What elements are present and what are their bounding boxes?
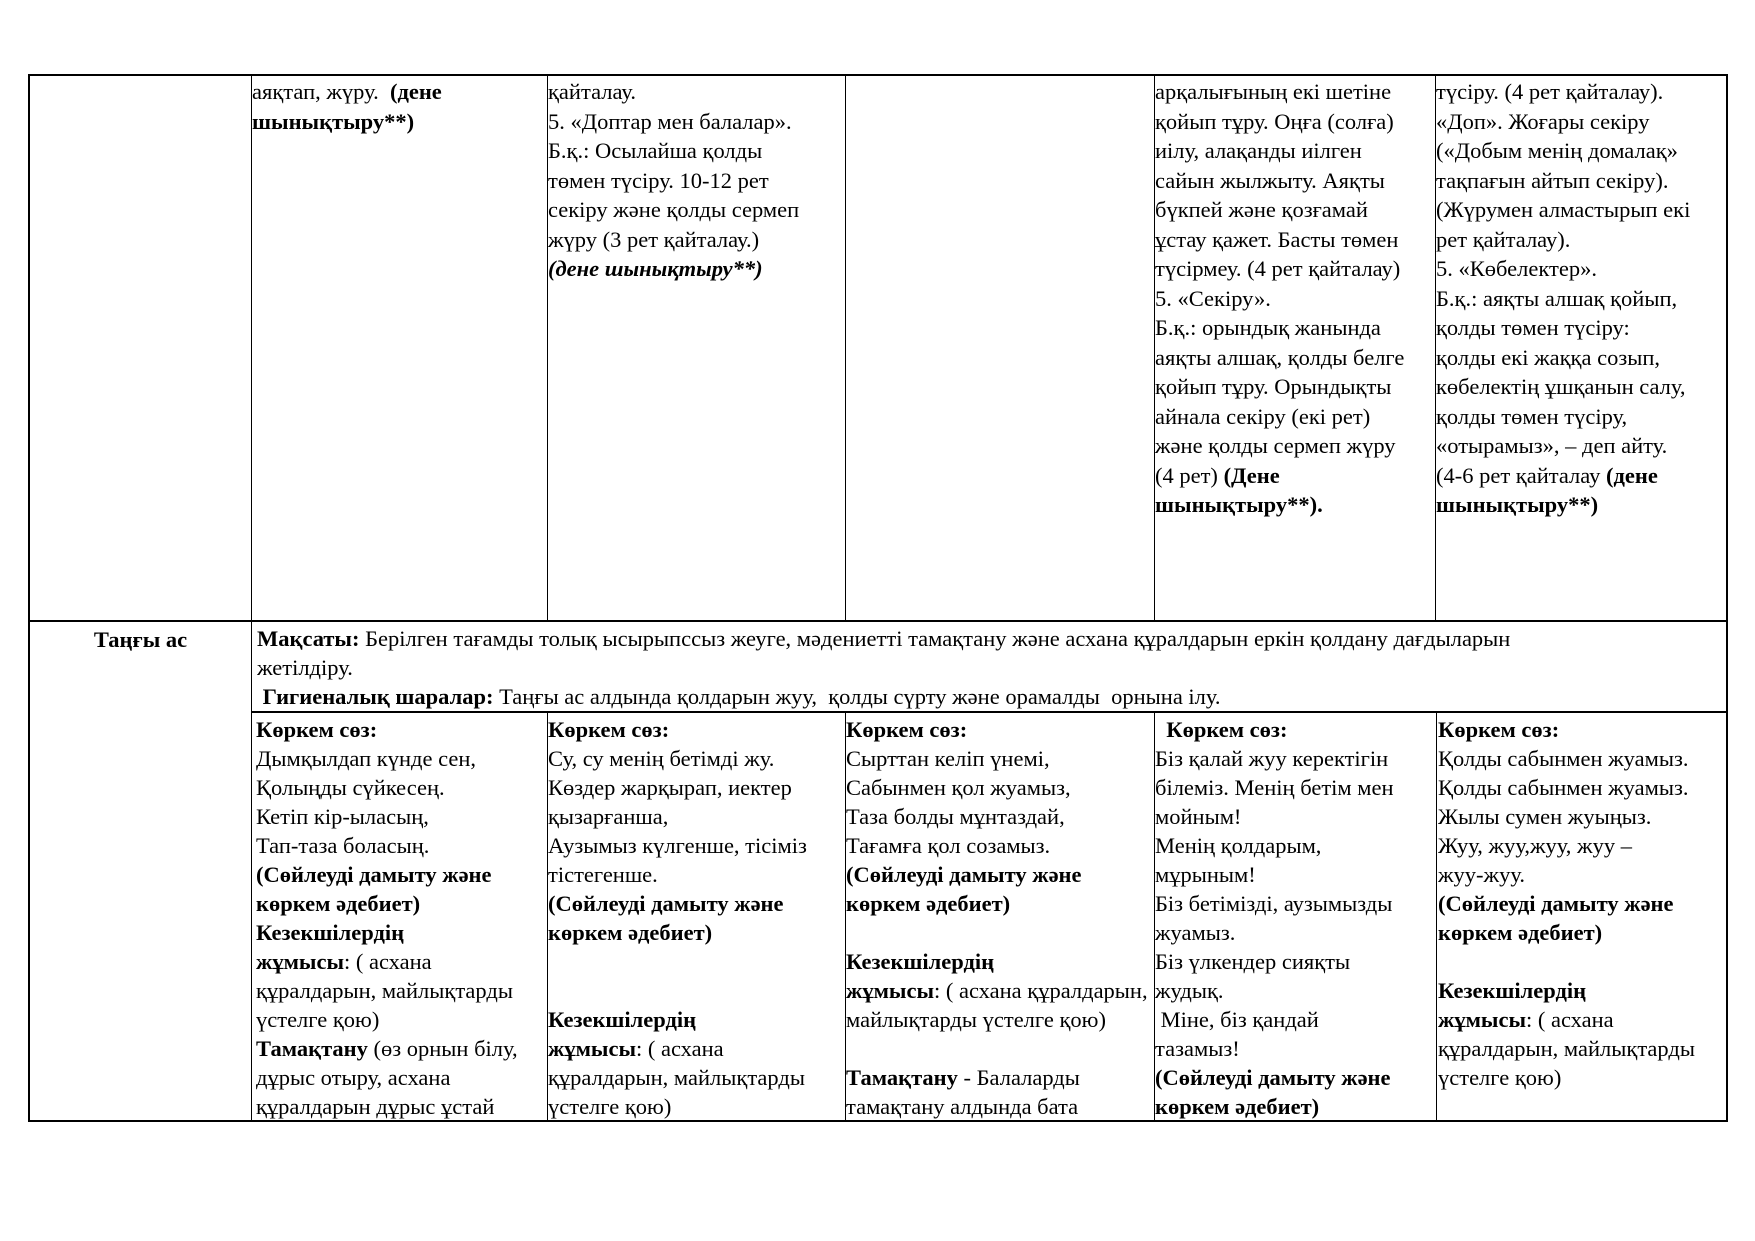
text-line xyxy=(1155,431,1435,461)
column-divider-3-top xyxy=(845,74,846,621)
text-run: тамақтану алдында бата xyxy=(846,1094,1079,1119)
text-line xyxy=(1155,976,1435,1005)
text-run: Б.қ.: Осылайша қолды xyxy=(548,138,763,163)
text-line xyxy=(1155,107,1435,137)
breakfast-cell-monday xyxy=(256,715,546,1121)
text-line xyxy=(1436,431,1726,461)
text-run: Кезекшілердің xyxy=(548,1007,697,1032)
text-line xyxy=(1436,254,1726,284)
text-run: арқалығының екі шетіне xyxy=(1155,79,1392,104)
text-run: : ( асхана xyxy=(344,949,432,974)
text-line xyxy=(1436,461,1726,491)
text-run: Таза болды мұнтаздай, xyxy=(846,804,1065,829)
text-run: Мақсаты: xyxy=(257,626,366,651)
text-run: - Балаларды xyxy=(957,1065,1080,1090)
table-border-top xyxy=(28,74,1728,76)
text-run: айнала секіру (екі рет) xyxy=(1155,403,1371,429)
text-run: жүру (3 рет қайталау.) xyxy=(548,226,760,252)
text-run: Кетіп кір-ыласың, xyxy=(256,804,429,829)
text-run: Жылы сумен жуыңыз. xyxy=(1438,804,1652,829)
text-line xyxy=(1155,1005,1435,1034)
text-run: көркем әдебиет) xyxy=(846,891,1011,916)
text-run: Берілген тағамды толық ысырыпссыз жеуге, мәдениетті тамақтану және асхана құралдарын еркін қолдану дағдыларын xyxy=(365,626,1511,651)
text-run: үстелге қою) xyxy=(1438,1065,1562,1090)
text-run: дұрыс отыру, асхана xyxy=(256,1065,451,1090)
text-run: тақпағын айтып секіру). xyxy=(1436,167,1669,193)
text-line xyxy=(548,773,844,802)
text-run: 5. «Доптар мен балалар». xyxy=(548,108,792,134)
text-run: мойным! xyxy=(1155,804,1242,829)
text-run: (4 рет) xyxy=(1155,462,1224,488)
text-run: аяқты алшақ, қолды белге xyxy=(1155,344,1405,370)
text-run: 5. «Көбелектер». xyxy=(1436,256,1597,281)
breakfast-cell-tuesday xyxy=(548,715,844,1121)
text-line xyxy=(548,225,844,255)
text-line xyxy=(1436,313,1726,343)
text-line xyxy=(1438,802,1726,831)
text-line xyxy=(256,947,546,976)
text-line xyxy=(1155,77,1435,107)
text-line xyxy=(846,947,1153,976)
text-line xyxy=(846,744,1153,773)
text-line xyxy=(1438,947,1726,976)
text-run: Көркем сөз: xyxy=(1438,717,1560,742)
text-line xyxy=(1436,372,1726,402)
text-run: түсірмеу. (4 рет қайталау) xyxy=(1155,256,1401,281)
breakfast-label: Таңғы ас xyxy=(93,627,188,652)
text-line xyxy=(548,976,844,1005)
breakfast-goal xyxy=(257,624,1723,711)
text-line xyxy=(1155,402,1435,432)
text-run: қолды төмен түсіру: xyxy=(1436,315,1630,340)
text-run: жұмысы xyxy=(548,1036,637,1061)
text-line xyxy=(1155,490,1435,520)
text-run: Көздер жарқырап, иектер xyxy=(548,775,792,800)
text-line xyxy=(257,653,1723,682)
text-line xyxy=(1436,225,1726,255)
text-line xyxy=(256,1034,546,1063)
text-run: шынықтыру**) xyxy=(1436,492,1599,517)
text-line xyxy=(1155,1063,1435,1092)
text-line xyxy=(256,773,546,802)
text-run: 5. «Секіру». xyxy=(1155,285,1271,311)
text-line xyxy=(257,624,1723,653)
text-line xyxy=(1438,1034,1726,1063)
text-line xyxy=(1155,136,1435,166)
text-line xyxy=(1436,77,1726,107)
text-run: Кезекшілердің xyxy=(256,920,405,945)
text-line xyxy=(548,744,844,773)
text-run: көркем әдебиет) xyxy=(548,920,713,945)
text-line xyxy=(252,77,546,107)
top-cell-friday xyxy=(1436,77,1726,520)
text-line xyxy=(548,802,844,831)
text-run: Көркем сөз: xyxy=(548,717,670,742)
text-line xyxy=(1155,343,1435,373)
text-run: Кезекшілердің xyxy=(1438,978,1587,1003)
text-run: көркем әдебиет) xyxy=(1155,1094,1320,1119)
text-run: (Сөйлеуді дамыту және xyxy=(846,862,1082,887)
text-line xyxy=(1436,402,1726,432)
text-run: Көркем сөз: xyxy=(846,717,968,742)
text-line xyxy=(1155,831,1435,860)
text-line xyxy=(1155,1092,1435,1121)
text-line xyxy=(252,107,546,137)
text-line xyxy=(1155,918,1435,947)
text-line xyxy=(1436,166,1726,196)
text-run: Сабынмен қол жуамыз, xyxy=(846,775,1071,800)
text-line xyxy=(1155,254,1435,284)
text-run: қойып тұру. Орындықты xyxy=(1155,374,1392,399)
text-run: рет қайталау). xyxy=(1436,226,1571,252)
text-run: Дымқылдап күнде сен, xyxy=(256,746,476,771)
column-divider-1 xyxy=(251,74,252,1122)
text-run: көркем әдебиет) xyxy=(1438,920,1603,945)
text-line xyxy=(1155,313,1435,343)
text-line xyxy=(1155,947,1435,976)
text-line xyxy=(256,976,546,1005)
text-line xyxy=(1155,773,1435,802)
text-run: Тап-таза боласың. xyxy=(256,833,430,858)
text-run: жетілдіру. xyxy=(257,655,353,680)
goal-divider xyxy=(251,711,1728,713)
text-line xyxy=(548,254,844,284)
text-line xyxy=(1155,225,1435,255)
text-run: «Доп». Жоғары секіру xyxy=(1436,108,1650,134)
text-run: жұмысы xyxy=(256,949,345,974)
text-run: Б.қ.: аяқты алшақ қойып, xyxy=(1436,285,1678,311)
table-border-right xyxy=(1726,74,1728,1122)
text-line xyxy=(846,831,1153,860)
text-line xyxy=(1438,744,1726,773)
breakfast-cell-friday xyxy=(1438,715,1726,1092)
text-line xyxy=(846,976,1153,1005)
text-run: Тамақтану xyxy=(846,1065,958,1090)
text-line xyxy=(1438,773,1726,802)
text-line xyxy=(846,1063,1153,1092)
text-run: жұмысы xyxy=(846,978,935,1003)
text-line xyxy=(256,715,546,744)
text-line xyxy=(1155,802,1435,831)
text-line xyxy=(548,1063,844,1092)
text-run: : ( асхана xyxy=(1526,1007,1614,1032)
text-line xyxy=(548,715,844,744)
text-line xyxy=(256,1005,546,1034)
text-line xyxy=(1438,831,1726,860)
text-run: Менің қолдарым, xyxy=(1155,833,1322,858)
text-run: (өз орнын білу, xyxy=(367,1036,518,1061)
text-line xyxy=(548,136,844,166)
text-run: («Добым менің домалақ» xyxy=(1436,138,1678,163)
text-run: шынықтыру**). xyxy=(1155,492,1323,517)
text-run: Аузымыз күлгенше, тісіміз xyxy=(548,833,807,858)
text-run: Кезекшілердің xyxy=(846,949,995,974)
text-line xyxy=(1155,372,1435,402)
text-line xyxy=(1155,166,1435,196)
text-run: үстелге қою) xyxy=(548,1094,672,1119)
text-run: құралдарын, майлықтарды xyxy=(548,1065,805,1090)
text-run: Біз үлкендер сияқты xyxy=(1155,949,1351,974)
text-run: құралдарын, майлықтарды xyxy=(256,978,513,1003)
breakfast-cell-thursday xyxy=(1155,715,1435,1121)
top-cell-monday xyxy=(252,77,546,136)
text-run: (дене шынықтыру**) xyxy=(548,256,763,281)
text-run: жуамыз. xyxy=(1155,920,1236,945)
text-line xyxy=(1436,136,1726,166)
text-run: Таңғы ас алдында қолдарын жуу, қолды сүрту және орамалды орнына ілу. xyxy=(499,684,1221,709)
text-run: бүкпей және қозғамай xyxy=(1155,197,1368,222)
text-run: Б.қ.: орындық жанында xyxy=(1155,315,1381,340)
text-line xyxy=(1436,195,1726,225)
text-run: Көркем сөз: xyxy=(1155,717,1288,742)
text-line xyxy=(548,947,844,976)
text-line xyxy=(548,918,844,947)
text-run: қолды төмен түсіру, xyxy=(1436,403,1628,429)
text-run: : ( асхана xyxy=(636,1036,724,1061)
text-line xyxy=(846,1005,1153,1034)
text-run: (Сөйлеуді дамыту және xyxy=(256,862,492,887)
text-line xyxy=(548,166,844,196)
text-run: Қолыңды сүйкесең. xyxy=(256,775,445,800)
text-run: (Сөйлеуді дамыту және xyxy=(548,891,784,916)
text-run: тазамыз! xyxy=(1155,1036,1240,1061)
text-line xyxy=(1436,284,1726,314)
text-run: (Сөйлеуді дамыту және xyxy=(1438,891,1674,916)
text-run: төмен түсіру. 10-12 рет xyxy=(548,167,769,193)
text-run: (Жүрумен алмастырып екі xyxy=(1436,197,1691,222)
text-run: Сырттан келіп үнемі, xyxy=(846,746,1050,771)
text-run: жудық. xyxy=(1155,978,1224,1003)
text-run: көбелектің ұшқанын салу, xyxy=(1436,374,1686,399)
text-line xyxy=(1438,1005,1726,1034)
text-line xyxy=(846,1034,1153,1063)
text-line xyxy=(1155,195,1435,225)
text-line xyxy=(846,889,1153,918)
text-line xyxy=(548,889,844,918)
text-run: (дене xyxy=(389,79,442,104)
column-divider-5-bottom xyxy=(1436,712,1437,1121)
text-line xyxy=(256,918,546,947)
text-run: құралдарын дұрыс ұстай xyxy=(256,1094,495,1119)
text-run: шынықтыру**) xyxy=(252,108,415,134)
text-line xyxy=(846,860,1153,889)
text-run: Көркем сөз: xyxy=(256,717,378,742)
text-run: «отырамыз», – деп айту. xyxy=(1436,433,1668,458)
text-line xyxy=(548,1034,844,1063)
text-run: мұрыным! xyxy=(1155,862,1256,887)
text-run: түсіру. (4 рет қайталау). xyxy=(1436,79,1664,104)
text-line xyxy=(846,773,1153,802)
text-line xyxy=(256,1063,546,1092)
text-line xyxy=(1155,889,1435,918)
text-run: ұстау қажет. Басты төмен xyxy=(1155,226,1399,252)
top-cell-tuesday xyxy=(548,77,844,284)
text-line xyxy=(846,715,1153,744)
text-run: жұмысы xyxy=(1438,1007,1527,1032)
text-line xyxy=(548,195,844,225)
text-line xyxy=(256,831,546,860)
text-run: Қолды сабынмен жуамыз. xyxy=(1438,746,1689,771)
text-run: және қолды сермеп жүру xyxy=(1155,433,1396,458)
text-line xyxy=(1155,461,1435,491)
table-border-left xyxy=(28,74,30,1122)
text-line xyxy=(548,77,844,107)
text-run: Қолды сабынмен жуамыз. xyxy=(1438,775,1689,800)
text-run: тістегенше. xyxy=(548,862,658,887)
text-line xyxy=(256,1092,546,1121)
text-run: сайын жылжыту. Аяқты xyxy=(1155,167,1385,193)
text-line xyxy=(1155,715,1435,744)
text-run: Біз бетімізді, аузымызды xyxy=(1155,891,1393,916)
text-run: (дене xyxy=(1606,462,1658,488)
text-run: жуу-жуу. xyxy=(1438,862,1525,887)
text-line xyxy=(846,1092,1153,1121)
text-line xyxy=(846,918,1153,947)
text-run: қолды екі жаққа созып, xyxy=(1436,344,1661,370)
text-line xyxy=(548,831,844,860)
text-line xyxy=(548,1092,844,1121)
text-run: (Сөйлеуді дамыту және xyxy=(1155,1065,1391,1090)
text-run: (4-6 рет қайталау xyxy=(1436,462,1607,488)
text-run: қайталау. xyxy=(548,79,636,104)
text-line xyxy=(1436,490,1726,520)
text-run: аяқтап, жүру. xyxy=(252,79,390,104)
text-line xyxy=(1438,1063,1726,1092)
text-line xyxy=(1155,1034,1435,1063)
text-run: Гигиеналық шаралар: xyxy=(257,684,500,709)
text-run: Біз қалай жуу керектігін xyxy=(1155,746,1389,771)
text-run: көркем әдебиет) xyxy=(256,891,421,916)
text-line xyxy=(1155,744,1435,773)
text-line xyxy=(1438,976,1726,1005)
text-run: : ( асхана құралдарын, xyxy=(934,978,1148,1003)
text-run: иілу, алақанды иілген xyxy=(1155,138,1362,163)
text-line xyxy=(548,860,844,889)
text-line xyxy=(846,802,1153,831)
text-run: Жуу, жуу,жуу, жуу – xyxy=(1438,833,1632,858)
text-run: майлықтарды үстелге қою) xyxy=(846,1007,1106,1032)
text-run: Міне, біз қандай xyxy=(1155,1007,1319,1032)
text-line xyxy=(256,860,546,889)
text-run: қызарғанша, xyxy=(548,804,669,829)
text-line xyxy=(548,1005,844,1034)
text-run: білеміз. Менің бетім мен xyxy=(1155,775,1394,800)
text-line xyxy=(257,682,1723,711)
text-run: қойып тұру. Оңға (солға) xyxy=(1155,108,1394,134)
text-line xyxy=(1438,860,1726,889)
text-line xyxy=(548,107,844,137)
row-divider xyxy=(28,620,1728,622)
text-line xyxy=(1155,284,1435,314)
text-line xyxy=(256,802,546,831)
text-line xyxy=(1438,715,1726,744)
text-line xyxy=(1438,918,1726,947)
text-run: Тағамға қол созамыз. xyxy=(846,833,1051,858)
text-line xyxy=(1438,889,1726,918)
text-line xyxy=(256,889,546,918)
text-run: Су, су менің бетімді жу. xyxy=(548,746,775,771)
text-run: (Дене xyxy=(1223,462,1280,488)
text-run: үстелге қою) xyxy=(256,1007,380,1032)
breakfast-cell-wednesday xyxy=(846,715,1153,1121)
text-run: Тамақтану xyxy=(256,1036,368,1061)
text-line xyxy=(256,744,546,773)
text-line xyxy=(1436,343,1726,373)
text-run: секіру және қолды сермеп xyxy=(548,197,800,222)
text-line xyxy=(1436,107,1726,137)
text-line xyxy=(1155,860,1435,889)
top-cell-thursday xyxy=(1155,77,1435,520)
text-run: құралдарын, майлықтарды xyxy=(1438,1036,1695,1061)
